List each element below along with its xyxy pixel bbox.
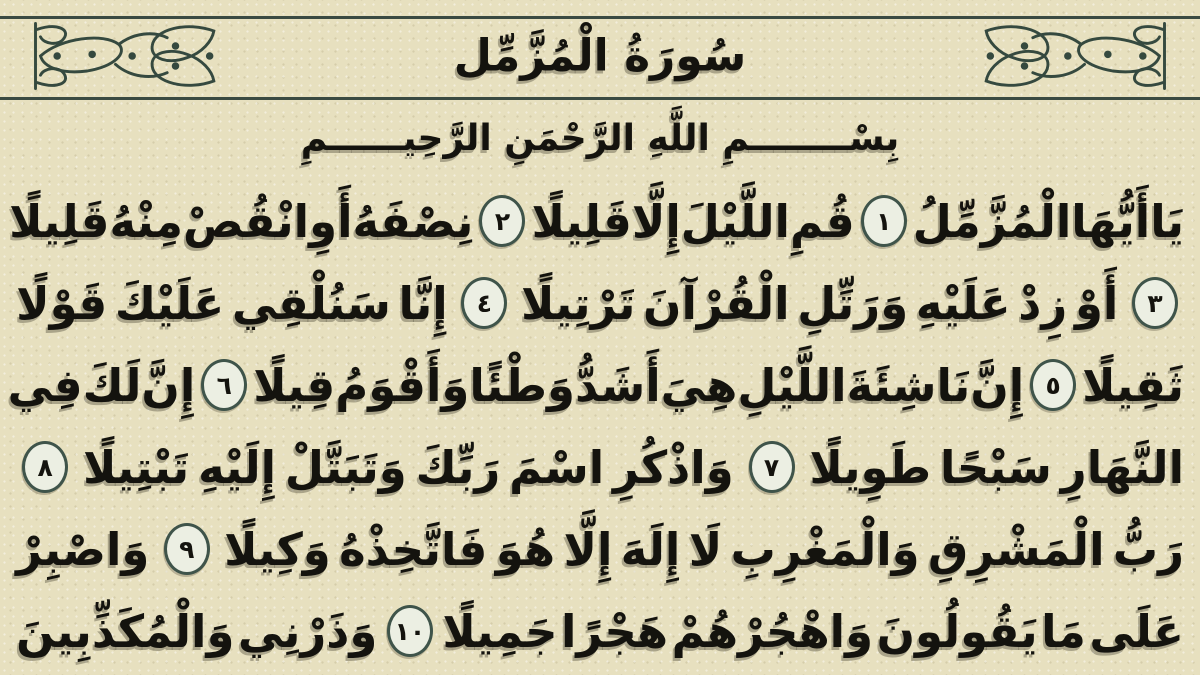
ayah-word: إِلَهَ (620, 522, 681, 576)
ayah-word: مِنْهُ (109, 194, 183, 248)
ayah-word: عَلَى (1089, 604, 1184, 658)
ayah-word: سَبْحًا (939, 440, 1052, 494)
ayah-word: أَشَدُّ (574, 358, 661, 412)
ayah-word: ثَقِيلًا (1082, 358, 1184, 412)
ayah-word: رَبُّ (1112, 522, 1184, 576)
ayah-word: وَرَتِّلِ (797, 276, 909, 330)
ayah-word: نَاشِئَةَ (846, 358, 971, 412)
ayah-word: انْقُصْ (183, 194, 310, 248)
ayah-word: تَرْتِيلًا (521, 276, 636, 330)
ayah-word: إِلَّا (631, 194, 681, 248)
ayah-word: قُمِ (789, 194, 855, 248)
bismillah: بِسْــــــــمِ اللَّهِ الرَّحْمَنِ الرَّحِيــــــمِ (300, 117, 900, 159)
ayah-word: الْمَشْرِقِ (928, 522, 1105, 576)
ayah-word: إِلَّا (563, 522, 613, 576)
ayah-word: اللَّيْلِ (737, 358, 847, 412)
verse-line (0, 180, 1200, 262)
ayah-word: وَاهْجُرْهُمْ (671, 604, 874, 658)
verse-number-marker: ٧ (749, 441, 795, 493)
ayah-word: قِيلًا (253, 358, 336, 412)
ayah-word: قَلِيلًا (531, 194, 632, 248)
ayah-word: قَلِيلًا (9, 194, 110, 248)
verse-number-marker: ٦ (201, 359, 247, 411)
ayah-word: وَاذْكُرِ (613, 440, 734, 494)
ayah-word: النَّهَارِ (1060, 440, 1184, 494)
ayah-word: لَكَ (82, 358, 142, 412)
ayah-word: جَمِيلًا (442, 604, 558, 658)
ayah-word: لَا (688, 522, 723, 576)
ayah-word: وَاصْبِرْ (16, 522, 150, 576)
verse-number-marker: ٤ (461, 277, 507, 329)
ayah-word: وَأَقْوَمُ (335, 358, 470, 412)
ayah-word: وَالْمَغْرِبِ (730, 522, 920, 576)
ayah-word: يَقُولُونَ (876, 604, 1038, 658)
verse-line (0, 262, 1200, 344)
ayah-word: زِدْ (1018, 276, 1068, 330)
ayah-word: أَيُّهَا (1071, 194, 1151, 248)
ayah-word: أَوْ (1074, 276, 1119, 330)
verse-line (0, 590, 1200, 672)
ayah-word: قَوْلًا (16, 276, 108, 330)
ayah-word: فَاتَّخِذْهُ (339, 522, 488, 576)
ayah-word: إِنَّا (398, 276, 448, 330)
ayah-word: اللَّيْلَ (680, 194, 790, 248)
ayah-word: هِيَ (660, 358, 738, 412)
ayah-word: أَوِ (309, 194, 353, 248)
ayah-word: سَنُلْقِي (231, 276, 391, 330)
header-band (0, 16, 1200, 100)
ayah-word: تَبْتِيلًا (83, 440, 190, 494)
verse-number-marker: ١٠ (387, 605, 433, 657)
surah-title: سُورَةُ الْمُزَّمِّل (453, 30, 747, 82)
ayah-word: مَا (1041, 604, 1086, 658)
ayah-word: وَطْئًا (469, 358, 575, 412)
ayah-word: إِلَيْهِ (198, 440, 277, 494)
ayah-word: وَذَرْنِي (237, 604, 378, 658)
ayah-word: إِنَّ (970, 358, 1025, 412)
ayah-word: وَكِيلًا (224, 522, 331, 576)
verse-number-marker: ٥ (1030, 359, 1076, 411)
ayah-word: وَتَبَتَّلْ (284, 440, 407, 494)
ayah-word: الْمُزَّمِّلُ (912, 194, 1072, 248)
ayah-word: عَلَيْهِ (915, 276, 1011, 330)
ayah-word: اسْمَ (509, 440, 605, 494)
verse-lines (0, 180, 1200, 672)
ayah-word: الْقُرْآنَ (643, 276, 790, 330)
verse-number-marker: ٢ (479, 195, 525, 247)
ayah-word: فِي (7, 358, 83, 412)
verse-line (0, 508, 1200, 590)
verse-number-marker: ٨ (22, 441, 68, 493)
ayah-word: إِنَّ (141, 358, 196, 412)
ayah-word: هَجْرًا (561, 604, 669, 658)
verse-number-marker: ٩ (164, 523, 210, 575)
verse-line (0, 426, 1200, 508)
verse-line (0, 344, 1200, 426)
ayah-word: رَبِّكَ (415, 440, 501, 494)
verse-number-marker: ٣ (1132, 277, 1178, 329)
ayah-word: هُوَ (495, 522, 556, 576)
verse-number-marker: ١ (861, 195, 907, 247)
ayah-word: وَالْمُكَذِّبِينَ (16, 604, 235, 658)
ayah-word: يَا (1150, 194, 1184, 248)
ayah-word: طَوِيلًا (809, 440, 932, 494)
ayah-word: عَلَيْكَ (114, 276, 225, 330)
ayah-word: نِصْفَهُ (352, 194, 474, 248)
